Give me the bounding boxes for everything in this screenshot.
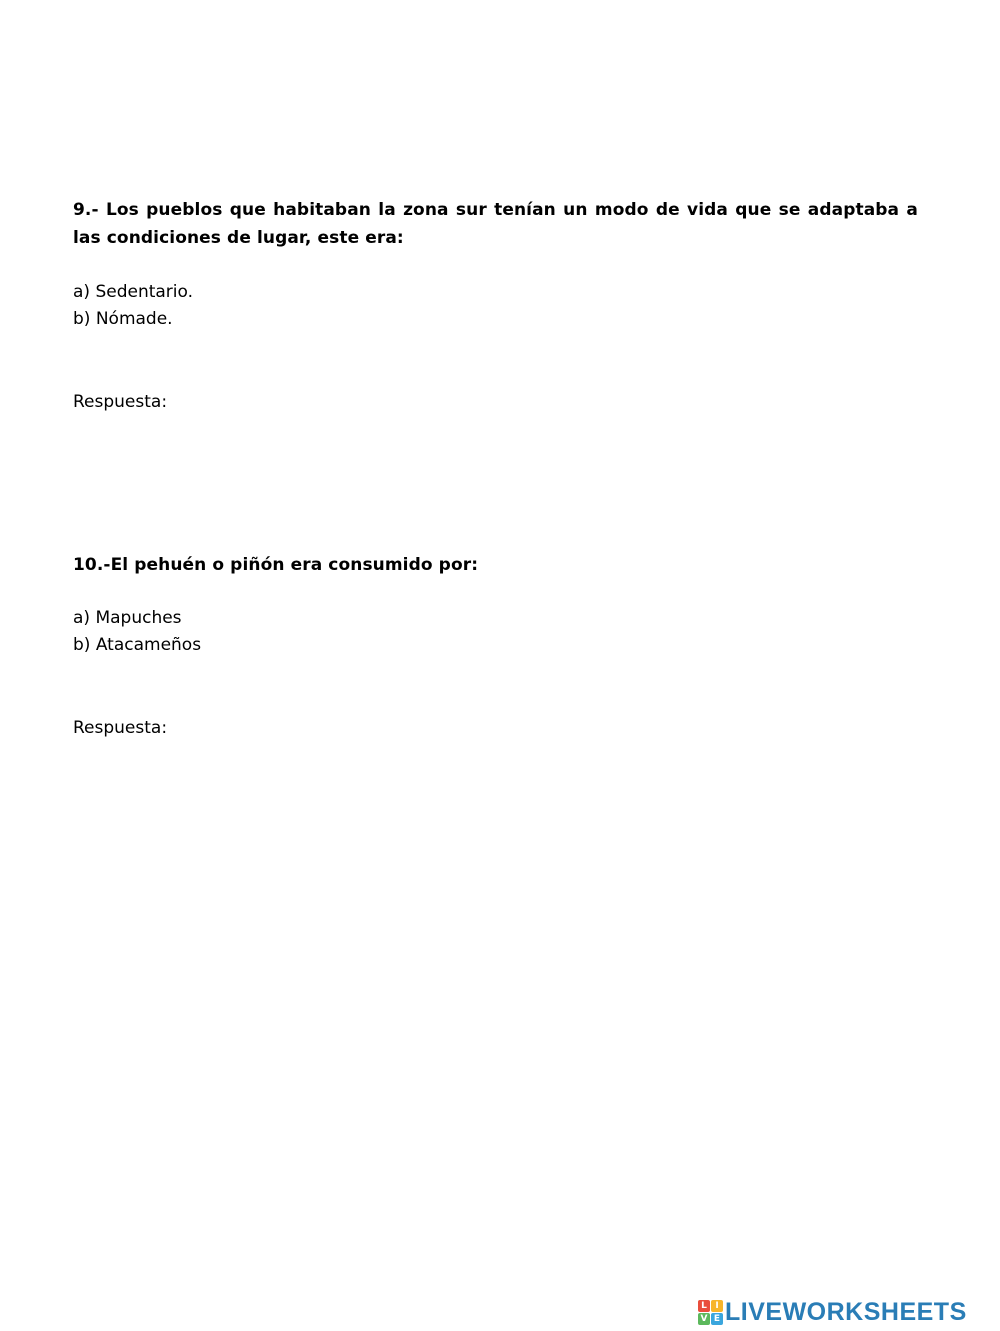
logo-tile-l: L (698, 1300, 710, 1312)
brand-wordmark: LIVEWORKSHEETS (725, 1298, 967, 1326)
logo-tile-i: I (711, 1300, 723, 1312)
question-9-option-a: a) Sedentario. (73, 282, 194, 302)
question-10-answer-label: Respuesta: (73, 718, 168, 738)
logo-tile-v: V (698, 1313, 710, 1325)
question-10-text: 10.-El pehuén o piñón era consumido por: (73, 555, 479, 575)
question-10-option-b: b) Atacameños (73, 635, 202, 655)
logo-tile-e: E (711, 1313, 723, 1325)
liveworksheets-brand (698, 1297, 994, 1327)
liveworksheets-logo-icon (698, 1300, 723, 1325)
question-9-text: 9.- Los pueblos que habitaban la zona sur tenían un modo de vida que se adaptaba a las condiciones de lugar, este era: (73, 200, 918, 248)
question-10-option-a: a) Mapuches (73, 608, 182, 628)
question-9-answer-label: Respuesta: (73, 392, 168, 412)
question-9-option-b: b) Nómade. (73, 309, 173, 329)
